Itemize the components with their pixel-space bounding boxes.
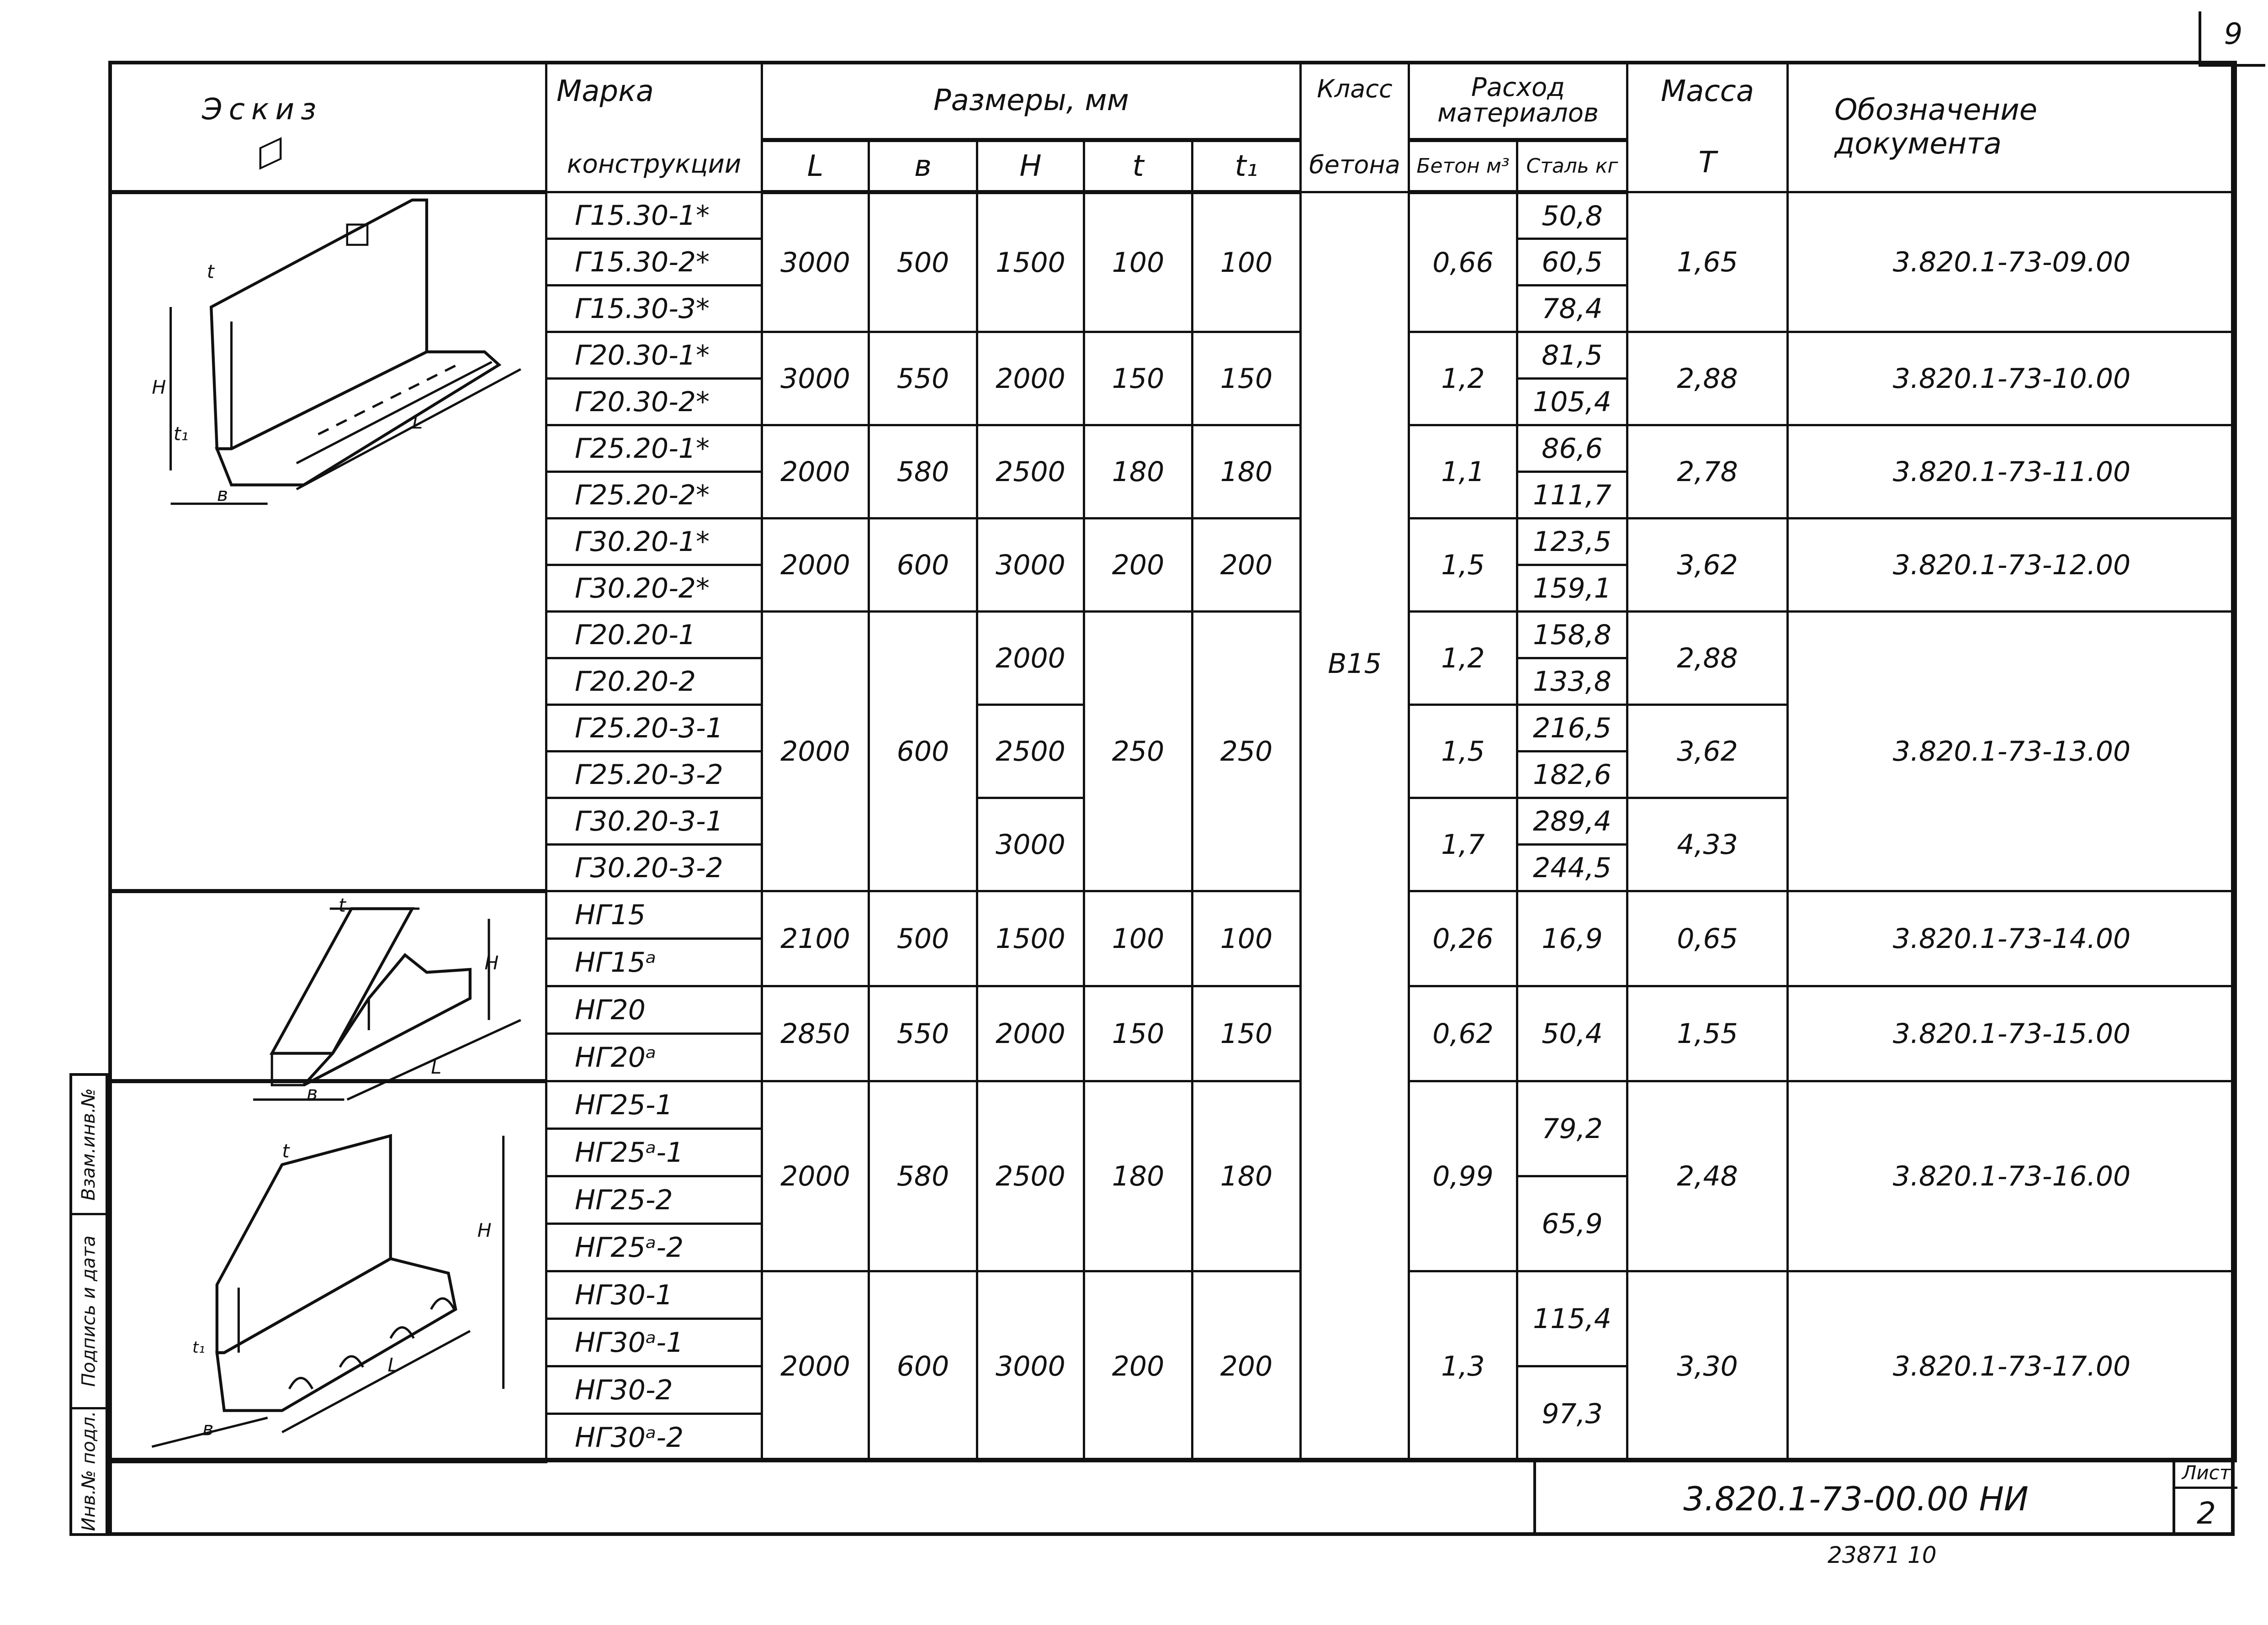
L-cell: 3000 bbox=[762, 192, 869, 332]
H-cell: 2000 bbox=[977, 612, 1084, 705]
doc-cell: 3.820.1-73-15.00 bbox=[1788, 986, 2236, 1081]
concrete-cell: 0,26 bbox=[1409, 891, 1517, 986]
B-cell: 600 bbox=[869, 612, 977, 891]
steel-cell: 65,9 bbox=[1517, 1176, 1627, 1271]
concrete-cell: 1,1 bbox=[1409, 425, 1517, 519]
mass-cell: 1,65 bbox=[1627, 192, 1788, 332]
mass-cell: 2,88 bbox=[1627, 612, 1788, 705]
mark-cell: НГ20 bbox=[546, 986, 762, 1034]
steel-cell: 81,5 bbox=[1517, 332, 1627, 379]
header-sketch: Эскиз bbox=[110, 62, 546, 192]
doc-cell: 3.820.1-73-16.00 bbox=[1788, 1081, 2236, 1271]
t1-cell: 150 bbox=[1192, 332, 1301, 425]
doc-cell: 3.820.1-73-14.00 bbox=[1788, 891, 2236, 986]
t-cell: 100 bbox=[1084, 192, 1192, 332]
t-cell: 150 bbox=[1084, 332, 1192, 425]
t-cell: 150 bbox=[1084, 986, 1192, 1081]
header-consumption: Расход материалов bbox=[1409, 62, 1627, 140]
mark-cell: Г15.30-2* bbox=[546, 239, 762, 286]
H-cell: 2000 bbox=[977, 986, 1084, 1081]
mark-cell: НГ25ᵃ-2 bbox=[546, 1224, 762, 1271]
steel-cell: 158,8 bbox=[1517, 612, 1627, 658]
L-cell: 3000 bbox=[762, 332, 869, 425]
mark-cell: Г20.20-2 bbox=[546, 658, 762, 705]
t1-cell: 180 bbox=[1192, 425, 1301, 519]
B-cell: 580 bbox=[869, 1081, 977, 1271]
approval-stamp bbox=[69, 1073, 108, 1536]
B-cell: 500 bbox=[869, 891, 977, 986]
mark-cell: НГ30-1 bbox=[546, 1271, 762, 1319]
table-row bbox=[110, 192, 2236, 239]
concrete-cell: 1,5 bbox=[1409, 705, 1517, 798]
header-mark-bottom: конструкции bbox=[567, 149, 742, 179]
L-cell: 2100 bbox=[762, 891, 869, 986]
H-cell: 3000 bbox=[977, 798, 1084, 891]
sketch2-label-t: t bbox=[338, 894, 346, 916]
steel-cell: 289,4 bbox=[1517, 798, 1627, 845]
header-steel: Сталь кг bbox=[1517, 140, 1627, 192]
title-block bbox=[108, 1458, 2235, 1536]
archive-number: 23871 10 bbox=[1828, 1542, 1937, 1568]
header-class-bottom: бетона bbox=[1309, 150, 1400, 179]
B-cell: 550 bbox=[869, 332, 977, 425]
steel-cell: 60,5 bbox=[1517, 239, 1627, 286]
mark-cell: НГ20ᵃ bbox=[546, 1034, 762, 1081]
header-doc-bottom: документа bbox=[1834, 127, 2002, 161]
header-class bbox=[1301, 62, 1409, 192]
t1-cell: 200 bbox=[1192, 1271, 1301, 1461]
mark-cell: НГ25ᵃ-1 bbox=[546, 1129, 762, 1176]
stamp-signature-date-label: Подпись и дата bbox=[78, 1235, 100, 1387]
H-cell: 1500 bbox=[977, 192, 1084, 332]
header-dim-L: L bbox=[762, 140, 869, 192]
mark-cell: Г30.20-1* bbox=[546, 519, 762, 565]
table-row bbox=[110, 891, 2236, 939]
mark-cell: Г25.20-1* bbox=[546, 425, 762, 472]
t-cell: 180 bbox=[1084, 1081, 1192, 1271]
header-concrete: Бетон м³ bbox=[1409, 140, 1517, 192]
mass-cell: 3,62 bbox=[1627, 705, 1788, 798]
B-cell: 600 bbox=[869, 1271, 977, 1461]
L-cell: 2000 bbox=[762, 612, 869, 891]
H-cell: 2500 bbox=[977, 425, 1084, 519]
t1-cell: 100 bbox=[1192, 192, 1301, 332]
steel-cell: 105,4 bbox=[1517, 379, 1627, 425]
t-cell: 250 bbox=[1084, 612, 1192, 891]
mark-cell: Г30.20-2* bbox=[546, 565, 762, 612]
mark-cell: Г15.30-1* bbox=[546, 192, 762, 239]
steel-cell: 115,4 bbox=[1517, 1271, 1627, 1366]
stamp-replace-inv bbox=[72, 1076, 106, 1215]
mass-cell: 2,78 bbox=[1627, 425, 1788, 519]
H-cell: 3000 bbox=[977, 519, 1084, 612]
document-code: 3.820.1-73-00.00 НИ bbox=[1533, 1461, 2176, 1536]
sketch3-label-H: H bbox=[477, 1219, 492, 1242]
B-cell: 580 bbox=[869, 425, 977, 519]
sketch-cell bbox=[110, 1081, 546, 1461]
sketch2-label-H: H bbox=[484, 952, 499, 974]
header-dimensions: Размеры, мм bbox=[762, 62, 1301, 140]
table-body bbox=[110, 192, 2236, 1461]
sketch1-label-L: L bbox=[412, 411, 423, 433]
L-cell: 2000 bbox=[762, 1081, 869, 1271]
L-cell: 2000 bbox=[762, 519, 869, 612]
mark-cell: НГ25-2 bbox=[546, 1176, 762, 1224]
page-number: 9 bbox=[2199, 11, 2265, 67]
t-cell: 200 bbox=[1084, 519, 1192, 612]
L-cell: 2850 bbox=[762, 986, 869, 1081]
sketch3-label-t: t bbox=[282, 1140, 290, 1162]
H-cell: 2000 bbox=[977, 332, 1084, 425]
header-dim-B: в bbox=[869, 140, 977, 192]
L-cell: 2000 bbox=[762, 1271, 869, 1461]
steel-cell: 159,1 bbox=[1517, 565, 1627, 612]
t1-cell: 250 bbox=[1192, 612, 1301, 891]
steel-cell: 16,9 bbox=[1517, 891, 1627, 986]
mark-cell: НГ15 bbox=[546, 891, 762, 939]
concrete-cell: 1,2 bbox=[1409, 612, 1517, 705]
sketch1-label-B: в bbox=[217, 483, 228, 506]
steel-cell: 86,6 bbox=[1517, 425, 1627, 472]
doc-cell: 3.820.1-73-09.00 bbox=[1788, 192, 2236, 332]
steel-cell: 97,3 bbox=[1517, 1366, 1627, 1461]
steel-cell: 216,5 bbox=[1517, 705, 1627, 752]
concrete-cell: 0,99 bbox=[1409, 1081, 1517, 1271]
mark-cell: НГ30-2 bbox=[546, 1366, 762, 1414]
steel-cell: 78,4 bbox=[1517, 286, 1627, 332]
mark-cell: Г25.20-2* bbox=[546, 472, 762, 519]
steel-cell: 123,5 bbox=[1517, 519, 1627, 565]
B-cell: 600 bbox=[869, 519, 977, 612]
concrete-class-cell: В15 bbox=[1301, 192, 1409, 1461]
steel-cell: 50,8 bbox=[1517, 192, 1627, 239]
steel-cell: 79,2 bbox=[1517, 1081, 1627, 1176]
mark-cell: Г15.30-3* bbox=[546, 286, 762, 332]
header-dim-t1: t₁ bbox=[1192, 140, 1301, 192]
sketch3-label-L: L bbox=[387, 1354, 398, 1376]
stamp-signature-date bbox=[72, 1215, 106, 1409]
elements-table bbox=[108, 61, 2237, 1463]
t-cell: 100 bbox=[1084, 891, 1192, 986]
concrete-cell: 1,3 bbox=[1409, 1271, 1517, 1461]
H-cell: 3000 bbox=[977, 1271, 1084, 1461]
steel-cell: 244,5 bbox=[1517, 845, 1627, 891]
header-doc-top: Обозначение bbox=[1834, 93, 2038, 127]
t1-cell: 150 bbox=[1192, 986, 1301, 1081]
mass-cell: 1,55 bbox=[1627, 986, 1788, 1081]
mass-cell: 0,65 bbox=[1627, 891, 1788, 986]
concrete-cell: 0,62 bbox=[1409, 986, 1517, 1081]
mark-cell: НГ25-1 bbox=[546, 1081, 762, 1129]
mark-cell: НГ15ᵃ bbox=[546, 939, 762, 986]
mark-cell: НГ30ᵃ-2 bbox=[546, 1414, 762, 1461]
sheet-box bbox=[2173, 1461, 2237, 1536]
t1-cell: 180 bbox=[1192, 1081, 1301, 1271]
doc-cell: 3.820.1-73-17.00 bbox=[1788, 1271, 2236, 1461]
concrete-cell: 1,5 bbox=[1409, 519, 1517, 612]
header-dim-H: Н bbox=[977, 140, 1084, 192]
stamp-inv-orig-label: Инв.№ подл. bbox=[78, 1411, 100, 1531]
mark-cell: Г30.20-3-1 bbox=[546, 798, 762, 845]
stamp-replace-inv-label: Взам.инв.№ bbox=[78, 1088, 100, 1201]
mark-cell: Г20.30-1* bbox=[546, 332, 762, 379]
mass-cell: 2,88 bbox=[1627, 332, 1788, 425]
header-mark bbox=[546, 62, 762, 192]
sketch3-label-B: в bbox=[202, 1418, 214, 1440]
sketch1-label-H: H bbox=[152, 376, 166, 398]
H-cell: 2500 bbox=[977, 1081, 1084, 1271]
header-document bbox=[1788, 62, 2236, 192]
concrete-cell: 1,7 bbox=[1409, 798, 1517, 891]
mass-cell: 3,30 bbox=[1627, 1271, 1788, 1461]
concrete-cell: 1,2 bbox=[1409, 332, 1517, 425]
sketch3-label-t1: t₁ bbox=[192, 1338, 205, 1357]
mark-cell: Г20.30-2* bbox=[546, 379, 762, 425]
mass-cell: 2,48 bbox=[1627, 1081, 1788, 1271]
sketch2-label-L: L bbox=[431, 1056, 442, 1078]
header-mass bbox=[1627, 62, 1788, 192]
doc-cell: 3.820.1-73-11.00 bbox=[1788, 425, 2236, 519]
header-class-top: Класс bbox=[1317, 74, 1393, 103]
mark-cell: Г25.20-3-1 bbox=[546, 705, 762, 752]
mark-cell: Г25.20-3-2 bbox=[546, 752, 762, 798]
header-mark-top: Марка bbox=[556, 74, 654, 108]
H-cell: 2500 bbox=[977, 705, 1084, 798]
sketch1-label-t1: t₁ bbox=[173, 423, 189, 445]
steel-cell: 182,6 bbox=[1517, 752, 1627, 798]
B-cell: 550 bbox=[869, 986, 977, 1081]
L-cell: 2000 bbox=[762, 425, 869, 519]
sketch1-label-t: t bbox=[207, 260, 214, 283]
mark-cell: Г30.20-3-2 bbox=[546, 845, 762, 891]
header-mass-top: Масса bbox=[1661, 74, 1754, 108]
t1-cell: 200 bbox=[1192, 519, 1301, 612]
steel-cell: 133,8 bbox=[1517, 658, 1627, 705]
steel-cell: 111,7 bbox=[1517, 472, 1627, 519]
table-row bbox=[110, 1081, 2236, 1129]
t1-cell: 100 bbox=[1192, 891, 1301, 986]
doc-cell: 3.820.1-73-10.00 bbox=[1788, 332, 2236, 425]
mark-cell: НГ30ᵃ-1 bbox=[546, 1319, 762, 1366]
sketch2-label-B: в bbox=[307, 1082, 318, 1104]
doc-cell: 3.820.1-73-13.00 bbox=[1788, 612, 2236, 891]
concrete-cell: 0,66 bbox=[1409, 192, 1517, 332]
mass-cell: 4,33 bbox=[1627, 798, 1788, 891]
header-mass-bottom: Т bbox=[1698, 146, 1717, 180]
steel-cell: 50,4 bbox=[1517, 986, 1627, 1081]
sheet-number: 2 bbox=[2197, 1496, 2216, 1531]
sheet-label: Лист bbox=[2175, 1461, 2237, 1489]
mark-cell: Г20.20-1 bbox=[546, 612, 762, 658]
mass-cell: 3,62 bbox=[1627, 519, 1788, 612]
stamp-inv-orig bbox=[72, 1409, 106, 1533]
t-cell: 180 bbox=[1084, 425, 1192, 519]
doc-cell: 3.820.1-73-12.00 bbox=[1788, 519, 2236, 612]
B-cell: 500 bbox=[869, 192, 977, 332]
sketch-cell bbox=[110, 891, 546, 1081]
H-cell: 1500 bbox=[977, 891, 1084, 986]
header-dim-t: t bbox=[1084, 140, 1192, 192]
t-cell: 200 bbox=[1084, 1271, 1192, 1461]
sketch-cell bbox=[110, 192, 546, 891]
